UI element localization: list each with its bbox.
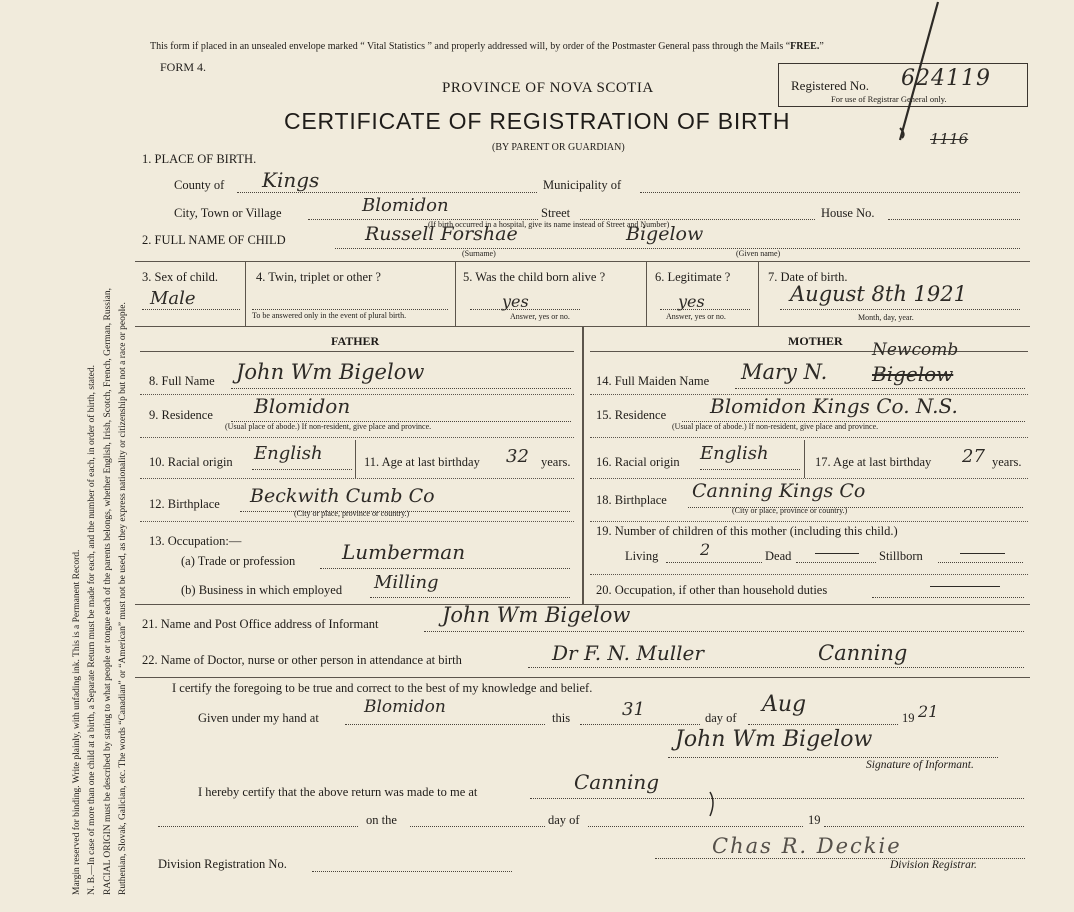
street-label: Street [541, 206, 571, 220]
father-race-value: English [254, 443, 323, 464]
this-label: this [552, 711, 571, 725]
alive-note: Answer, yes or no. [510, 312, 570, 321]
day-of-label: day of [705, 711, 737, 725]
business-value: Milling [374, 572, 439, 593]
mother-birthplace-label: 18. Birthplace [596, 493, 667, 507]
mother-race-label: 16. Racial origin [596, 455, 680, 469]
father-years-label: years. [541, 455, 571, 469]
hospital-note: (If birth occurred in a hospital, give its name instead of Street and Number) [428, 220, 670, 229]
return-place-flourish [700, 790, 730, 820]
father-name-label: 8. Full Name [149, 374, 215, 388]
mother-years-label: years. [992, 455, 1022, 469]
certificate-title: CERTIFICATE OF REGISTRATION OF BIRTH [284, 108, 791, 134]
father-name-value: John Wm Bigelow [236, 360, 425, 384]
form-number: FORM 4. [160, 60, 207, 74]
return-place-value: Canning [574, 770, 660, 794]
mother-age-label: 17. Age at last birthday [815, 455, 932, 469]
trade-value: Lumberman [342, 540, 466, 564]
registered-label: Registered No. [791, 78, 869, 93]
trade-label: (a) Trade or profession [181, 554, 296, 568]
given-name-caption: (Given name) [736, 249, 781, 258]
margin-racial-origin-note: RACIAL ORIGIN must be described by stating to what people or tongue each of the parents belongs, whether English, Irish, Scotch, French, German, Russian, [103, 288, 113, 895]
living-value: 2 [700, 540, 711, 559]
year-prefix: 19 [902, 711, 915, 725]
sex-value: Male [150, 288, 196, 309]
alive-label: 5. Was the child born alive ? [463, 270, 606, 284]
father-age-label: 11. Age at last birthday [364, 455, 480, 469]
father-heading: FATHER [331, 334, 380, 348]
dob-value: August 8th 1921 [790, 282, 967, 306]
return-statement: I hereby certify that the above return was made to me at [198, 785, 478, 799]
municipality-label: Municipality of [543, 178, 622, 192]
twin-label: 4. Twin, triplet or other ? [256, 270, 381, 284]
certificate-subtitle: (BY PARENT OR GUARDIAN) [492, 142, 625, 153]
child-name-label: 2. FULL NAME OF CHILD [142, 233, 286, 247]
child-surname: Bigelow [626, 223, 704, 245]
legitimate-value: yes [678, 292, 705, 311]
mother-birthplace-note: (City or place, province or country.) [732, 506, 848, 515]
surname-caption: (Surname) [462, 249, 496, 258]
informant-label: 21. Name and Post Office address of Informant [142, 617, 379, 631]
year-suffix: 21 [918, 702, 939, 721]
mother-name-struck: Bigelow [872, 362, 954, 386]
given-place-value: Blomidon [364, 697, 446, 717]
father-birthplace-note: (City or place, province or country.) [294, 509, 410, 518]
county-label: County of [174, 178, 225, 192]
father-residence-label: 9. Residence [149, 408, 213, 422]
free-label: FREE. [790, 41, 820, 52]
province-heading: PROVINCE OF NOVA SCOTIA [442, 80, 654, 96]
day-value: 31 [622, 699, 645, 720]
informant-signature: John Wm Bigelow [675, 727, 873, 752]
registrar-label: Division Registrar. [890, 859, 977, 871]
father-residence-note: (Usual place of abode.) If non-resident, give place and province. [225, 422, 432, 431]
city-value: Blomidon [362, 195, 449, 216]
city-label: City, Town or Village [174, 206, 282, 220]
mother-name-correction: Newcomb [872, 340, 959, 360]
child-given-names: Russell Forshae [365, 223, 518, 245]
registered-number: 624119 [901, 66, 991, 91]
margin-binding-note: Margin reserved for binding. Write plainly, with unfading ink. This is a Permanent Record. [72, 549, 82, 895]
stillborn-label: Stillborn [879, 549, 923, 563]
alive-value: yes [502, 292, 529, 311]
slash-mark [860, 0, 950, 150]
month-value: Aug [762, 692, 807, 717]
doctor-label: 22. Name of Doctor, nurse or other person in attendance at birth [142, 653, 462, 667]
children-count-label: 19. Number of children of this mother (including this child.) [596, 524, 898, 538]
father-residence-value: Blomidon [254, 394, 351, 418]
living-label: Living [625, 549, 659, 563]
mail-notice: This form if placed in an unsealed envelope marked “ Vital Statistics ” and properly addressed will, by order of the Postmaster General pass through the Mails “FREE.” [150, 41, 824, 52]
on-the-label: on the [366, 813, 397, 827]
father-birthplace-label: 12. Birthplace [149, 497, 220, 511]
return-year-label: 19 [808, 813, 821, 827]
mother-age-value: 27 [962, 446, 985, 467]
given-under-label: Given under my hand at [198, 711, 319, 725]
county-value: Kings [262, 168, 320, 192]
house-no-label: House No. [821, 206, 875, 220]
dead-label: Dead [765, 549, 792, 563]
sex-label: 3. Sex of child. [142, 270, 219, 284]
registrar-signature: Chas R. Deckie [712, 834, 902, 858]
mother-birthplace-value: Canning Kings Co [692, 480, 866, 502]
doctor-value: Dr F. N. Muller [552, 641, 704, 665]
twin-note: To be answered only in the event of plural birth. [252, 311, 407, 320]
dob-label: 7. Date of birth. [768, 270, 848, 284]
father-age-value: 32 [506, 446, 529, 467]
place-of-birth-heading: 1. PLACE OF BIRTH. [142, 152, 257, 166]
father-occupation-label: 13. Occupation:— [149, 534, 242, 548]
father-birthplace-value: Beckwith Cumb Co [250, 485, 435, 507]
stillborn-dash [960, 553, 1005, 554]
mother-race-value: English [700, 443, 769, 464]
dead-dash [815, 553, 859, 554]
mother-residence-note: (Usual place of abode.) If non-resident, give place and province. [672, 422, 879, 431]
mother-occupation-dash [930, 586, 1000, 587]
dob-note: Month, day, year. [858, 313, 914, 322]
mother-name-value: Mary N. [741, 360, 828, 384]
father-race-label: 10. Racial origin [149, 455, 233, 469]
mother-heading: MOTHER [788, 334, 843, 348]
division-registration-label: Division Registration No. [158, 857, 287, 871]
margin-racial-origin-note-2: Ruthenian, Slovak, Galician, etc. The words “Canadian” or “American” must not be used, as they express nationality or citizenship but not a race or people. [118, 302, 128, 895]
legitimate-note: Answer, yes or no. [666, 312, 726, 321]
certify-statement: I certify the foregoing to be true and correct to the best of my knowledge and belief. [172, 681, 593, 695]
informant-value: John Wm Bigelow [442, 603, 631, 627]
legitimate-label: 6. Legitimate ? [655, 270, 731, 284]
registrar-use-note: For use of Registrar General only. [831, 94, 947, 104]
doctor-place: Canning [818, 641, 908, 665]
mother-residence-value: Blomidon Kings Co. N.S. [710, 394, 958, 418]
return-day-of-label: day of [548, 813, 580, 827]
struck-number: 1116 [930, 130, 969, 148]
mother-name-label: 14. Full Maiden Name [596, 374, 710, 388]
signature-label: Signature of Informant. [866, 759, 974, 771]
mother-residence-label: 15. Residence [596, 408, 667, 422]
mother-occupation-label: 20. Occupation, if other than household duties [596, 583, 828, 597]
business-label: (b) Business in which employed [181, 583, 343, 597]
margin-plural-birth-note: N. B.—In case of more than one child at a birth, a Separate Return must be made for each, and the number of each, in order of birth, stated. [87, 365, 97, 895]
